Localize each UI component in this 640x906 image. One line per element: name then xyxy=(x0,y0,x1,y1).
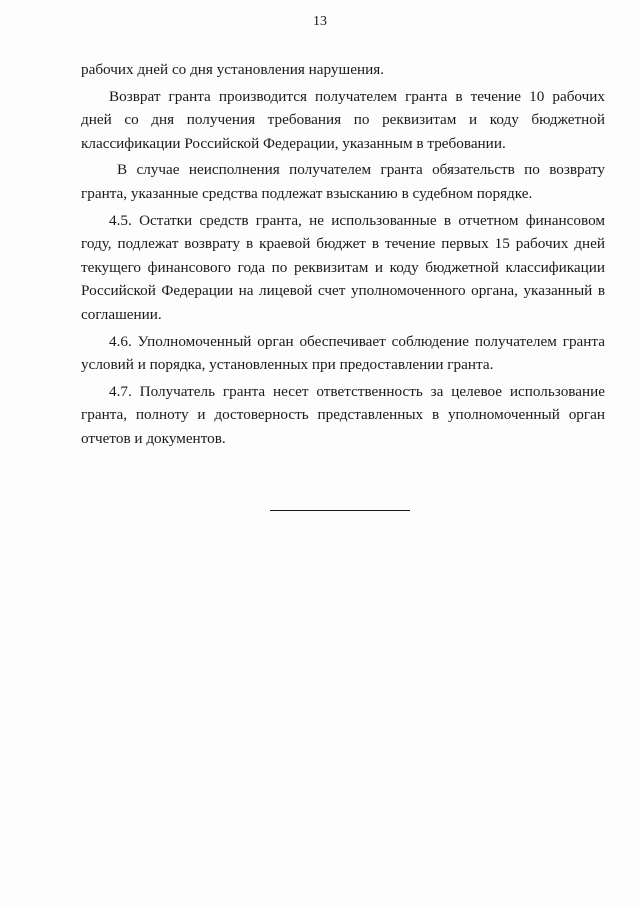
paragraph: 4.5. Остатки средств гранта, не использованные в отчетном финансовом году, подлежат возврату в краевой бюджет в течение первых 15 рабочих дней текущего финансового года по реквизитам и коду бюджетной классификации Российской Федерации на лицевой счет уполномоченного органа, указанный в соглашении. xyxy=(81,211,605,323)
document-body xyxy=(81,58,605,454)
end-divider-line xyxy=(270,510,410,511)
paragraph: 4.7. Получатель гранта несет ответственность за целевое использование гранта, полноту и достоверность представленных в уполномоченный орган отчетов и документов. xyxy=(81,382,605,447)
page-number: 13 xyxy=(313,14,327,29)
paragraph: 4.6. Уполномоченный орган обеспечивает соблюдение получателем гранта условий и порядка, установленных при предоставлении гранта. xyxy=(81,332,605,374)
paragraph: Возврат гранта производится получателем гранта в течение 10 рабочих дней со дня получения требования по реквизитам и коду бюджетной классификации Российской Федерации, указанным в требовании. xyxy=(81,87,605,152)
paragraph: В случае неисполнения получателем гранта обязательств по возврату гранта, указанные средства подлежат взысканию в судебном порядке. xyxy=(81,161,605,202)
paragraph: рабочих дней со дня установления нарушения. xyxy=(81,61,384,78)
